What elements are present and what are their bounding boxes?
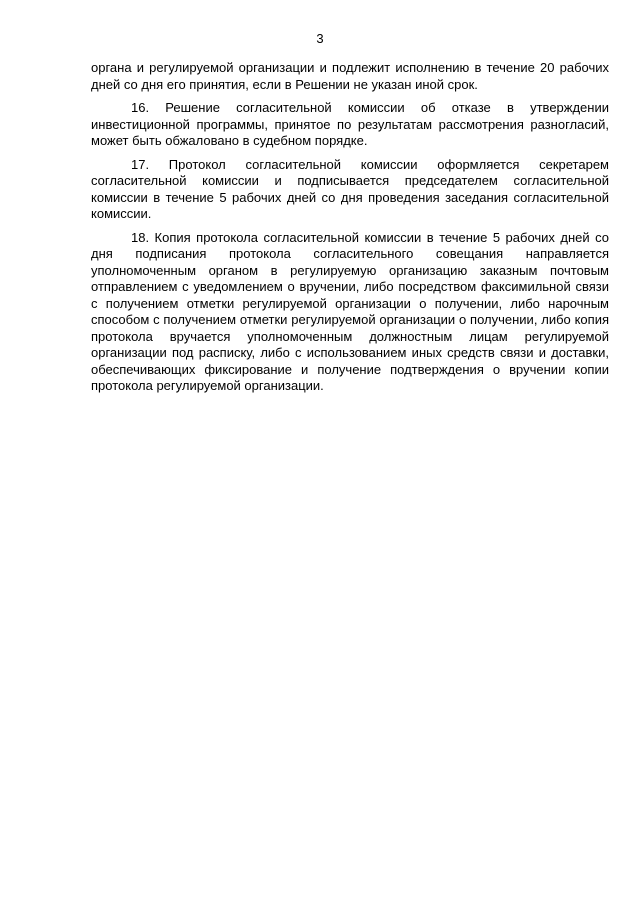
page-number: 3: [316, 31, 324, 46]
paragraph-17: 17. Протокол согласительной комиссии оформляется секретарем согласительной комиссии и подписывается председателем согласительной комиссии в течение 5 рабочих дней со дня проведения заседания согласительной комиссии.: [91, 156, 609, 221]
paragraph-16: 16. Решение согласительной комиссии об отказе в утверждении инвестиционной программы, принятое по результатам рассмотрения разногласий, может быть обжаловано в судебном порядке.: [91, 100, 609, 148]
document-body: [91, 60, 609, 402]
paragraph-continuation: органа и регулируемой организации и подлежит исполнению в течение 20 рабочих дней со дня его принятия, если в Решении не указан иной срок.: [91, 60, 609, 92]
paragraph-18: 18. Копия протокола согласительной комиссии в течение 5 рабочих дней со дня подписания протокола согласительного совещания направляется уполномоченным органом в регулируемую организацию заказным почтовым отправлением с уведомлением о вручении, либо посредством факсимильной связи с получением отметки регулируемой организации о получении, либо нарочным способом с получением отметки регулируемой организации о получении, либо копия протокола вручается уполномоченным должностным лицам регулируемой организации под расписку, либо с использованием иных средств связи и доставки, обеспечивающих фиксирование и получение подтверждения о вручении копии протокола регулируемой организации.: [91, 229, 609, 393]
